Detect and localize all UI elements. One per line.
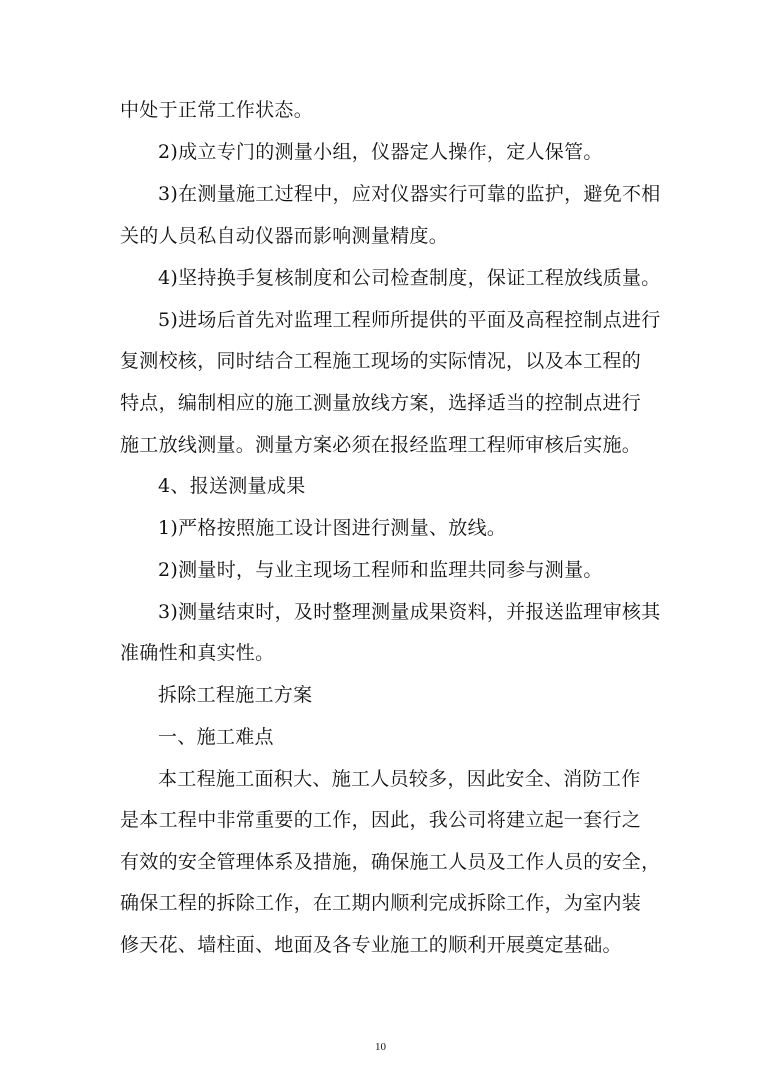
text-line: 1)严格按照施工设计图进行测量、放线。 (158, 517, 507, 539)
text-line: 本工程施工面积大、施工人员较多，因此安全、消防工作 (158, 768, 641, 790)
text-line: 2)成立专门的测量小组，仪器定人操作，定人保管。 (158, 141, 603, 163)
section-heading: 一、施工难点 (158, 726, 274, 748)
page-number: 10 (375, 1041, 386, 1053)
text-line: 是本工程中非常重要的工作，因此，我公司将建立起一套行之 (120, 809, 642, 831)
text-line: 有效的安全管理体系及措施，确保施工人员及工作人员的安全， (120, 851, 661, 873)
text-line: 关的人员私自动仪器而影响测量精度。 (120, 225, 449, 247)
text-line: 3)在测量施工过程中，应对仪器实行可靠的监护，避免不相 (158, 183, 661, 205)
text-line: 中处于正常工作状态。 (120, 99, 314, 121)
text-line: 2)测量时，与业主现场工程师和监理共同参与测量。 (158, 559, 603, 581)
text-line: 5)进场后首先对监理工程师所提供的平面及高程控制点进行 (158, 309, 661, 331)
text-line: 特点，编制相应的施工测量放线方案，选择适当的控制点进行 (120, 392, 642, 414)
section-heading: 4、报送测量成果 (158, 475, 306, 497)
text-line: 4)坚持换手复核制度和公司检查制度，保证工程放线质量。 (158, 267, 661, 289)
section-heading: 拆除工程施工方案 (158, 684, 313, 706)
text-line: 准确性和真实性。 (120, 642, 275, 664)
text-line: 修天花、墙柱面、地面及各专业施工的顺利开展奠定基础。 (120, 934, 622, 956)
text-line: 确保工程的拆除工作，在工期内顺利完成拆除工作，为室内装 (120, 892, 642, 914)
text-line: 复测校核，同时结合工程施工现场的实际情况，以及本工程的 (120, 350, 642, 372)
text-line: 施工放线测量。测量方案必须在报经监理工程师审核后实施。 (120, 434, 642, 456)
text-line: 3)测量结束时，及时整理测量成果资料，并报送监理审核其 (158, 601, 661, 623)
